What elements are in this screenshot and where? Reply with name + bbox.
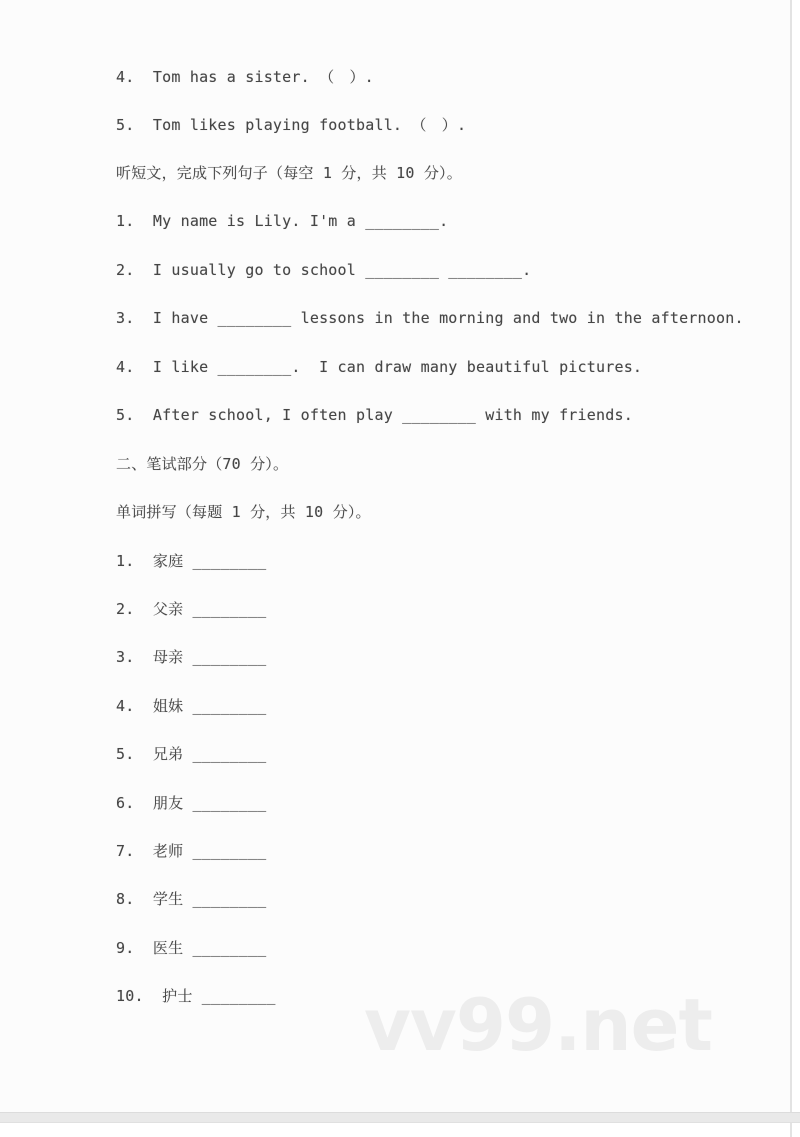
listening-completion-item-3: 3. I have ________ lessons in the morning and two in the afternoon. — [116, 309, 744, 328]
listening-judge-item-4: 4. Tom has a sister. （ ）. — [116, 67, 374, 86]
listening-completion-item-5: 5. After school, I often play ________ with my friends. — [116, 405, 633, 424]
spelling-item-5: 5. 兄弟 ________ — [116, 745, 267, 764]
listening-completion-item-4: 4. I like ________. I can draw many beautiful pictures. — [116, 357, 643, 376]
spelling-item-4: 4. 姐妹 ________ — [116, 696, 267, 715]
spelling-item-9: 9. 医生 ________ — [116, 938, 267, 957]
spelling-item-3: 3. 母亲 ________ — [116, 648, 267, 667]
listening-completion-heading: 听短文，完成下列句子（每空 1 分，共 10 分）。 — [116, 164, 462, 183]
page-right-edge-line — [790, 0, 792, 1137]
spelling-item-6: 6. 朋友 ________ — [116, 793, 267, 812]
listening-completion-item-2: 2. I usually go to school ________ ________. — [116, 260, 532, 279]
exam-content — [116, 52, 760, 1020]
next-page-top — [0, 1123, 790, 1137]
written-section-heading: 二、笔试部分（70 分）。 — [116, 454, 289, 473]
spelling-item-8: 8. 学生 ________ — [116, 890, 267, 909]
spelling-item-7: 7. 老师 ________ — [116, 841, 267, 860]
site-watermark: vv99.net — [364, 983, 712, 1067]
listening-completion-item-1: 1. My name is Lily. I'm a ________. — [116, 212, 449, 231]
spelling-item-10: 10. 护士 ________ — [116, 987, 276, 1006]
spelling-heading: 单词拼写（每题 1 分，共 10 分）。 — [116, 503, 371, 522]
spelling-item-1: 1. 家庭 ________ — [116, 551, 267, 570]
spelling-item-2: 2. 父亲 ________ — [116, 599, 267, 618]
listening-judge-item-5: 5. Tom likes playing football. （ ）. — [116, 116, 467, 135]
page-break-divider — [0, 1112, 800, 1123]
